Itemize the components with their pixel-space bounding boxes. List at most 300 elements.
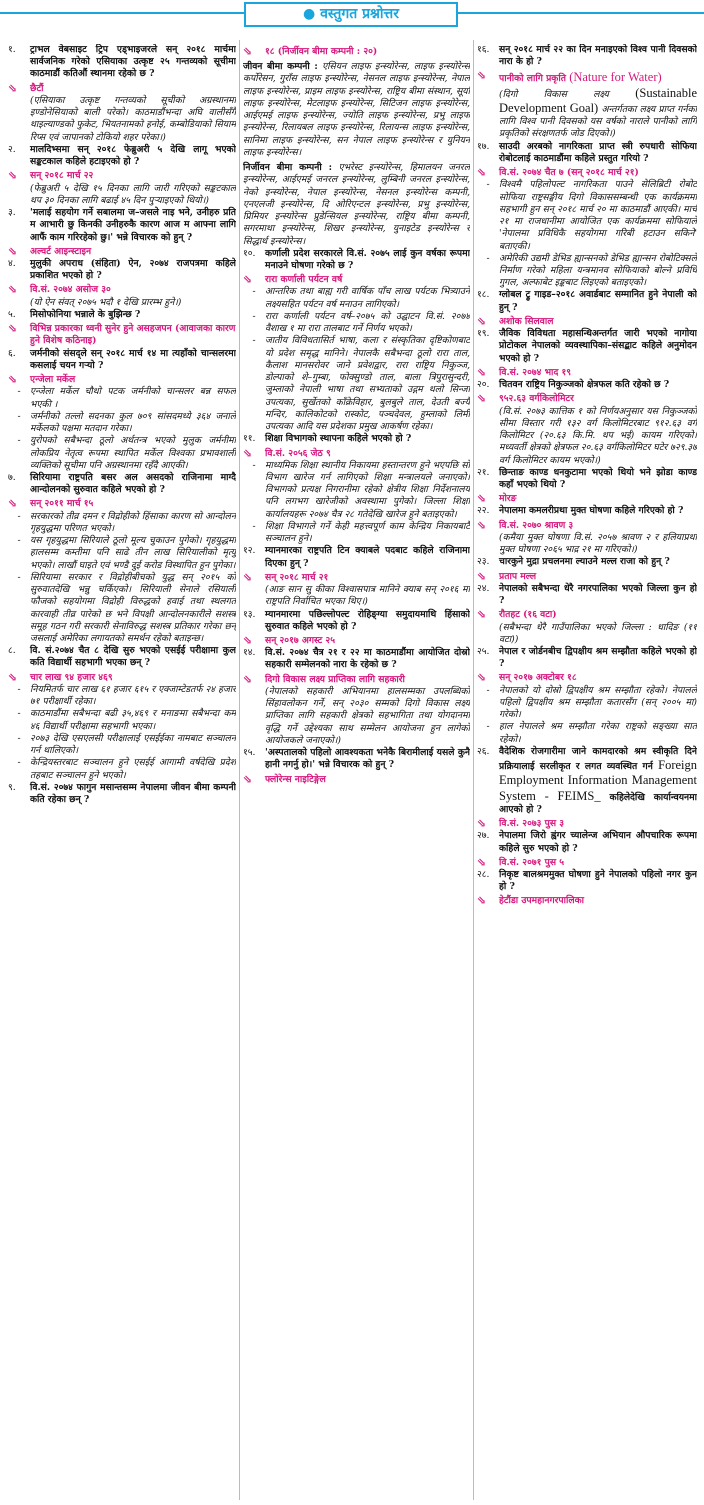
arrow-icon: ⇘ xyxy=(477,817,487,831)
question-number: २०. xyxy=(477,379,490,391)
answer-text xyxy=(265,635,470,647)
bullet-text: नेपालको यो दोस्रो द्विपक्षीय श्रम सम्झौता रहेको। नेपालले पहिलो द्विपक्षीय श्रम सम्झौता कतारसँग (सन् २००५ मा) गरेको। xyxy=(499,684,697,721)
question-number: २३. xyxy=(477,556,490,568)
answer xyxy=(243,572,470,584)
question-text xyxy=(499,289,697,313)
question xyxy=(243,433,470,445)
question xyxy=(477,646,697,670)
question xyxy=(477,289,697,313)
insurer-category: जीवन बीमा कम्पनी : xyxy=(243,61,318,73)
question-text xyxy=(499,869,697,893)
qa-item xyxy=(477,141,697,290)
bullet-text: केन्द्रियस्तरबाट सञ्चालन हुने एसईई आगामी वर्षदेखि प्रदेश तहबाट सञ्चालन हुने भएको। xyxy=(30,757,236,781)
question-number: ८. xyxy=(8,645,16,657)
bullet-dash: - xyxy=(17,708,21,720)
bullet-dash: - xyxy=(17,386,21,398)
bullet-point xyxy=(8,572,236,645)
qa-item xyxy=(243,61,470,159)
bullet-text: हाल नेपालले श्रम सम्झौता गरेका राष्ट्रको सङ्ख्या सात रहेको। xyxy=(499,721,697,745)
bullet-dash: - xyxy=(17,757,21,769)
answer-text xyxy=(499,316,697,328)
qa-item xyxy=(477,869,697,908)
question-text-part: वि.सं. २०७४ फागुन मसान्तसम्म नेपालमा जीवन बीमा कम्पनी कति रहेका छन् ? xyxy=(30,781,236,806)
question xyxy=(243,647,470,671)
answer-text xyxy=(499,493,697,505)
question-text-part: मुलुकी अपराध (संहिता) ऐन, २०७४ राजपत्रमा कहिले प्रकाशित भएको हो ? xyxy=(30,257,236,282)
answer xyxy=(8,374,236,386)
question-number: १०. xyxy=(243,247,256,259)
question-number: २८. xyxy=(477,869,490,880)
arrow-icon: ⇘ xyxy=(8,244,18,258)
question-text xyxy=(265,248,470,272)
question xyxy=(243,545,470,569)
answer-text xyxy=(499,895,697,907)
bullet-point xyxy=(8,535,236,572)
bullet-text: जर्मनीको तल्लो सदनका कुल ७०९ सांसदमध्ये ३६४ जनाले मर्केलको पक्षमा मतदान गरेका। xyxy=(30,410,236,435)
question xyxy=(477,583,697,607)
question-number: २१. xyxy=(477,466,490,478)
bullet-point xyxy=(8,733,236,757)
question-text-part: म्यानमारमा पछिल्लोपल्ट रोहिङ्ग्या समुदायमाथि हिंसाको सुरुवात कहिले भएको हो ? xyxy=(265,608,470,632)
question xyxy=(477,328,697,365)
answer-text-part: सन् २०१८ मार्च २१ xyxy=(265,571,329,583)
bullet-point xyxy=(477,179,697,252)
answer xyxy=(8,170,236,182)
answer xyxy=(243,635,470,647)
arrow-icon: ⇘ xyxy=(477,365,487,379)
question-text-part: ट्राभल वेबसाइट ट्रिप एड्भाइजरले सन् २०१८ मार्चमा सार्वजनिक गरेको एसियाका उत्कृष्ट २५ गन्तव्यको सूचीमा काठमाडौं कतिऔं स्थानमा रहेको छ ? xyxy=(30,44,236,80)
bullet-point xyxy=(8,684,236,708)
qa-item xyxy=(477,467,697,506)
answer-text-part: सन् २०१७ अगस्ट २५ xyxy=(265,635,335,647)
bullet-dash: - xyxy=(17,510,21,522)
question-text xyxy=(30,472,236,496)
bullet-dash: - xyxy=(17,435,21,447)
answer-text-part: रौतहट (१६ वटा) xyxy=(499,609,557,621)
explanation-text: (नेपालको सहकारी अभियानमा हालसम्मका उपलब्धिको सिंहावलोकन गर्ने, सन् २०३० सम्मको दिगो विकास लक्ष्य प्राप्तिका लागि सहकारी क्षेत्रको सहभागिता तथा योगदानमा वृद्धि गर्ने उद्देश्यका साथ सम्मेलन आयोजना हुन लागेको आयोजकले जनाएको।) xyxy=(265,685,470,746)
arrow-icon: ⇘ xyxy=(8,670,18,684)
bullet-text: रारा कर्णाली पर्यटन वर्ष–२०७५ को उद्घाटन वि.सं. २०७४ वैशाख १ मा रारा तालबाट गर्ने निर्णय भएको। xyxy=(265,310,470,335)
answer xyxy=(8,498,236,510)
qa-item xyxy=(477,328,697,379)
question-number: १२. xyxy=(243,545,256,557)
question-text xyxy=(499,379,697,391)
answer-text-part: वि.सं. २०७१ पुस ५ xyxy=(499,856,565,868)
qa-item xyxy=(243,162,470,248)
question-text xyxy=(265,545,470,569)
bullet-dash: - xyxy=(17,410,21,422)
answer-text-part: हेटौंडा उपमहानगरपालिका xyxy=(499,895,585,907)
answer xyxy=(243,674,470,686)
answer xyxy=(477,857,697,869)
answer-text xyxy=(499,520,697,532)
question-number: २. xyxy=(8,143,16,155)
answer-text-part: १८ (निर्जीवन बीमा कम्पनी : २०) xyxy=(265,46,378,57)
arrow-icon: ⇘ xyxy=(243,634,253,648)
answer xyxy=(477,70,697,85)
question-text xyxy=(499,583,697,607)
qa-item xyxy=(8,258,236,309)
answer-text xyxy=(265,274,470,286)
explanation-text: (कमैया मुक्त घोषणा वि.सं. २०५७ श्रावण २ र हलियाप्रथा मुक्त घोषणा २०६५ भाद्र २१ मा गरिएको।) xyxy=(499,531,697,556)
qa-item xyxy=(477,556,697,582)
question-text-part: सन् २०१८ मार्च २२ का दिन मनाइएको विश्व पानी दिवसको नारा के हो ? xyxy=(499,44,697,68)
bullet-text: काठमाडौंमा सबैभन्दा बढी ३५,४६९ र मनाङमा सबैभन्दा कम ४६ विद्यार्थी परीक्षामा सहभागी भएका। xyxy=(30,708,236,732)
answer-text xyxy=(30,83,236,95)
explanation xyxy=(8,297,236,309)
question-number: ९. xyxy=(8,781,16,793)
answer-text xyxy=(265,674,470,686)
answer-text xyxy=(30,170,236,182)
question-text-part: नेपाल र जोर्डनबीच द्विपक्षीय श्रम सम्झौता कहिले भएको हो ? xyxy=(499,646,697,670)
answer-text-part: फ्लोरेन्स नाइटिङ्गेल xyxy=(265,773,326,785)
bullet-text: जातीय विविधतासिर्त भाषा, कला र संस्कृतिका दृष्टिकोणबाट यो प्रदेश समृद्ध मानिने। नेपालकै सबैभन्दा ठूलो रारा ताल, कैलाश मानसरोवर जाने प्रवेशद्वार, रारा राष्ट्रिय निकुञ्ज, डोल्पाको शे–गुम्बा, फोक्सुण्डो ताल, बाला त्रिपुरासुन्दरी, जुम्लाको नेपाली भाषा तथा सभ्यताको उद्गम थलो सिन्जा उपत्यका, सुर्खेतको काँक्रेविहार, बुलबुले ताल, देउती बज्यै मन्दिर, कालिकोटको रास्कोट, पञ्चदेवल, हुम्लाको लिमी उपत्यका आदि यस प्रदेशका प्रमुख आकर्षण रहेका। xyxy=(265,335,470,433)
qa-item xyxy=(8,144,236,207)
question-number: २६. xyxy=(477,745,490,757)
qa-item xyxy=(243,747,470,786)
question xyxy=(477,141,697,165)
question-number: १७. xyxy=(477,140,490,152)
answer-text-part: रारा कर्णाली पर्यटन वर्ष xyxy=(265,274,343,286)
answer-text-part: सन् २०१७ अक्टोबर १८ xyxy=(499,672,577,684)
qa-item xyxy=(243,545,470,608)
question-number: ३. xyxy=(8,207,16,219)
question-text xyxy=(30,782,236,806)
bullet-text: माध्यमिक शिक्षा स्थानीय निकायमा हस्तान्तरण हुने भएपछि सो विभाग खारेज गर्न लागिएको शिक्षा मन्त्रालयले जनाएको। विभागको प्रत्यक्ष निगरानीमा रहेको क्षेत्रीय शिक्षा निर्देशनालय पनि लगभग खारेजीको अवस्थामा पुगेको। जिल्ला शिक्षा कार्यालयहरू २०७४ चैत्र २८ गतेदेखि खारेज हुने बताइएको। xyxy=(265,459,470,520)
question-text xyxy=(499,44,697,68)
bullet-dash: - xyxy=(486,684,490,696)
qa-item xyxy=(8,348,236,472)
arrow-icon: ⇘ xyxy=(477,671,487,685)
question xyxy=(8,207,236,244)
question-text-part: 'मलाई सहयोग गर्ने सबालमा ज–जसले नाइ भने, उनीहरु प्रति म आभारी छु किनकी उनीहरुकै कारण आज म आफ्ना लागि आफैं काम गरिरहेको छु।' भन्ने विचारक को हुन् ? xyxy=(30,207,236,243)
answer xyxy=(8,83,236,95)
question-text xyxy=(499,646,697,670)
answer-text xyxy=(499,818,697,830)
arrow-icon: ⇘ xyxy=(243,672,253,686)
arrow-icon: ⇘ xyxy=(477,69,487,83)
answer-text-part: ९५२.६३ वर्गकिलोमिटर xyxy=(499,393,574,405)
bullet-dash: - xyxy=(486,252,490,264)
insurer-category: निर्जीवन बीमा कम्पनी : xyxy=(243,162,332,174)
question xyxy=(243,609,470,633)
bullet-text: २०७३ देखि एसएलसी परीक्षालाई एसईईका नामबाट सञ्चालन गर्न थालिएको। xyxy=(30,732,236,757)
question-number: २५. xyxy=(477,646,490,658)
explanation-text: (वि.सं. २०७३ कात्तिक १ को निर्णयअनुसार यस निकुञ्जको सीमा विस्तार गरी १३२ वर्ग किलोमिटरबाट ९१२.६३ वर्ग किलोमिटर (२०.६३ कि.मि. थप भई) कायम गरिएको। मध्यवर्ती क्षेत्रको क्षेत्रफल २०.६३ वर्गकिलोमिटर घटेर ७२९.३७ वर्ग किलोमिटर कायम भएको।) xyxy=(499,405,697,466)
answer-text-part: पानीको लागि प्रकृति xyxy=(499,73,566,85)
question-number: ४. xyxy=(8,257,16,269)
arrow-icon: ⇘ xyxy=(243,446,253,460)
qa-item xyxy=(243,46,470,58)
question-text-part: साउदी अरबको नागरिकता प्राप्त स्त्री रुपधारी सोफिया रोबोटलाई काठमाडौंमा कहिले प्रस्तुत गरियो ? xyxy=(499,140,697,164)
arrow-icon: ⇘ xyxy=(243,45,253,58)
question-text-part: ग्लोबल ट्रु गाइड–२०१८ अवार्डबाट सम्मानित हुने नेपाली को हुन् ? xyxy=(499,289,697,313)
explanation-text: अन्तर्गतका लक्ष्य प्राप्त गर्नका लागि विश्व पानी दिवसको यस वर्षको नाराले पानीको लागि प्रकृतिको संरक्षणतर्फ जोड दिएको।) xyxy=(499,103,697,140)
qa-item xyxy=(477,583,697,646)
question-text-part: कर्णाली प्रदेश सरकारले वि.सं. २०७५ लाई कुन वर्षका रूपमा मनाउने घोषणा गरेको छ ? xyxy=(265,247,470,271)
answer xyxy=(8,672,236,684)
question-text-part: चितवन राष्ट्रिय निकुञ्जको क्षेत्रफल कति रहेको छ ? xyxy=(499,379,670,391)
question-number: १६. xyxy=(477,44,490,55)
bullet-text: यस गृहयुद्धमा सिरियाले ठूलो मूल्य चुकाउन पुगेको। गृहयुद्धमा हालसम्म कम्तीमा पनि साढे तीन लाख सिरियालीको मृत्यु भएको। लाखौं घाइते एवं भण्डै दुई करोड विस्थापित हुन पुगेका। xyxy=(30,535,236,571)
question-number: १८. xyxy=(477,289,490,301)
question xyxy=(243,248,470,272)
bullet-point xyxy=(8,435,236,472)
question-text-part: वैदेशिक रोजगारीमा जाने कामदारको श्रम स्वीकृति दिने प्रक्रियालाई सरलीकृत र लगत व्यवस्थित गर्न xyxy=(499,745,697,773)
question-text-part: निकृष्ट बालश्रममुक्त घोषणा हुने नेपालको पहिलो नगर कुन हो ? xyxy=(499,869,697,893)
qa-item xyxy=(243,647,470,747)
arrow-icon: ⇘ xyxy=(8,373,18,387)
arrow-icon: ⇘ xyxy=(8,497,18,511)
arrow-icon: ⇘ xyxy=(477,569,487,583)
column-divider xyxy=(473,40,474,1500)
explanation-text: (एसियाका उत्कृष्ट गन्तव्यको सूचीको अग्रस्थानमा इण्डोनेसियाको बाली परेको। काठमाडौंभन्दा अघि वालीसँगै थाइल्याण्डको फुकेट, भियतनामको हनोई, कम्बोडियाको सियाम रिप्स एवं जापानको टोकियो शहर परेका।) xyxy=(30,94,236,143)
arrow-icon: ⇘ xyxy=(243,570,253,584)
answer-text xyxy=(499,70,697,85)
question-text-part: सिरियामा राष्ट्रपति बसर अल असदको राजिनामा माग्दै आन्दोलनको सुरुवात कहिले भएको हो ? xyxy=(30,471,236,496)
arrow-icon: ⇘ xyxy=(477,314,487,328)
explanation xyxy=(477,532,697,556)
arrow-icon: ⇘ xyxy=(477,608,487,622)
answer-text-part: छैटौं xyxy=(30,82,44,94)
question xyxy=(477,830,697,854)
question-text xyxy=(30,44,236,81)
answer xyxy=(8,246,236,258)
bullet-text: आन्तरिक तथा बाह्य गरी वार्षिक पाँच लाख पर्यटक भित्र्याउने लक्ष्यसहित पर्यटन वर्ष मनाउन लागिएको। xyxy=(265,286,470,310)
question-number: ७. xyxy=(8,471,16,483)
bullet-point xyxy=(477,685,697,722)
question xyxy=(8,782,236,806)
arrow-icon: ⇘ xyxy=(477,392,487,406)
answer-text xyxy=(30,498,236,510)
bullet-dash: - xyxy=(486,179,490,191)
question-text-part: मालदिभ्समा सन् २०१८ फेब्रुअरी ५ देखि लागू भएको सङ्कटकाल कहिले हटाइएको हो ? xyxy=(30,143,236,168)
answer-text xyxy=(30,284,236,296)
answer-text-part: वि.सं. २०७० श्रावण ३ xyxy=(499,519,574,531)
bullet-text: सिरियामा सरकार र विद्रोहीबीचको युद्ध सन् २०१५ को सुरुवातदेखि भन्नु चर्किएको। सिरियाली सेनाले रसियाली फौजको सहयोगमा विद्रोही विरुद्धको हवाई तथा स्थलगत कारवाही तीव्र पारेको छ भने विपक्षी आन्दोलनकारीले सशस्त्र समूह गठन गरी सरकारी सेनाविरुद्ध सशस्त्र प्रतिकार गरेका छन् जसलाई अमेरिका लगायतको समर्थन रहेको बताइन्छ। xyxy=(30,571,236,645)
answer xyxy=(8,284,236,296)
page-title: ● वस्तुगत प्रश्नोत्तर xyxy=(244,2,458,27)
arrow-icon: ⇘ xyxy=(477,894,487,908)
qa-item xyxy=(477,44,697,141)
answer xyxy=(477,818,697,830)
column-2 xyxy=(243,44,470,1499)
arrow-icon: ⇘ xyxy=(8,322,18,336)
answer xyxy=(8,323,236,347)
bullet-point xyxy=(243,286,470,310)
question-text-end: कहिलेदेखि कार्यान्वयनमा आएको हो ? xyxy=(499,791,697,815)
arrow-icon: ⇘ xyxy=(477,492,487,506)
answer-english: (Nature for Water) xyxy=(569,70,662,85)
qa-item xyxy=(243,433,470,545)
answer-text xyxy=(30,374,236,386)
arrow-icon: ⇘ xyxy=(477,855,487,869)
question xyxy=(8,472,236,496)
question xyxy=(477,467,697,491)
explanation xyxy=(243,584,470,608)
answer xyxy=(477,672,697,684)
insurer-list xyxy=(243,162,470,248)
arrow-icon: ⇘ xyxy=(8,169,18,183)
answer-text-part: मोरङ xyxy=(499,493,517,505)
qa-item xyxy=(8,207,236,258)
qa-item xyxy=(8,44,236,144)
question-text-part: म्यानमारका राष्ट्रपति टिन क्याबले पदबाट कहिले राजिनामा दिएका हुन् ? xyxy=(265,545,470,569)
bullet-point xyxy=(243,335,470,433)
answer-text-part: वि.सं. २०७४ भाद १९ xyxy=(499,366,572,378)
answer-text xyxy=(265,774,470,786)
bullet-point xyxy=(8,757,236,781)
question xyxy=(8,44,236,81)
answer-text xyxy=(30,246,236,258)
qa-item xyxy=(243,248,470,434)
bullet-point xyxy=(477,721,697,745)
question xyxy=(477,505,697,517)
answer xyxy=(477,520,697,532)
explanation-text: (यो ऐन संवत् २०७५ भदौ १ देखि प्रारम्भ हुने।) xyxy=(30,296,182,308)
bullet-point xyxy=(8,411,236,435)
question xyxy=(8,309,236,321)
question-number: ५. xyxy=(8,308,16,320)
answer xyxy=(477,367,697,379)
question xyxy=(8,645,236,669)
question-text xyxy=(499,328,697,365)
answer-text xyxy=(265,448,470,460)
question xyxy=(8,144,236,168)
qa-item xyxy=(477,505,697,556)
question xyxy=(477,44,697,68)
qa-item xyxy=(243,609,470,648)
arrow-icon: ⇘ xyxy=(243,772,253,786)
qa-item xyxy=(477,646,697,746)
arrow-icon: ⇘ xyxy=(477,166,487,180)
question-number: १५. xyxy=(243,747,256,759)
answer xyxy=(477,393,697,405)
question xyxy=(8,348,236,372)
bullet-text: शिक्षा विभागले गर्ने केही महत्त्वपूर्ण काम केन्द्रिय निकायबाटै सञ्चालन हुने। xyxy=(265,520,470,545)
question-text xyxy=(30,309,236,321)
question xyxy=(477,746,697,816)
bullet-point xyxy=(8,708,236,732)
bullet-dash: - xyxy=(252,459,256,471)
column-3 xyxy=(477,44,697,1499)
answer-text xyxy=(30,323,236,347)
explanation xyxy=(8,95,236,144)
question-number: ६. xyxy=(8,347,16,359)
arrow-icon: ⇘ xyxy=(8,283,18,297)
question-text xyxy=(30,144,236,168)
answer xyxy=(243,774,470,786)
bullet-dash: - xyxy=(17,535,21,547)
bullet-point xyxy=(243,311,470,335)
answer xyxy=(477,316,697,328)
answer-text-part: सन् २०११ मार्च १५ xyxy=(30,498,94,510)
answer-text-part: अशोक सिलवाल xyxy=(499,315,554,327)
question xyxy=(477,556,697,568)
bullet-text: एन्जेला मर्केल चौथो पटक जर्मनीको चान्सलर बन्न सफल भएकी । xyxy=(30,386,236,410)
question-text-part: छिन्ताङ काण्ड धनकुटामा भएको थियो भने झोडा काण्ड कहाँ भएको थियो ? xyxy=(499,466,697,490)
question-text xyxy=(499,505,697,517)
answer-text xyxy=(499,609,697,621)
answer xyxy=(243,448,470,460)
question-number: २२. xyxy=(477,505,490,517)
question xyxy=(477,379,697,391)
bullet-dash: - xyxy=(252,520,256,532)
question-text-part: वि. सं.२०७४ चैत ८ देखि सुरु भएको एसईई परीक्षामा कुल कति विद्यार्थी सहभागी भएका छन् ? xyxy=(30,645,236,669)
explanation-english: (Sustainable Development Goal) xyxy=(499,85,697,115)
qa-item xyxy=(477,830,697,869)
column-1 xyxy=(8,44,236,1499)
question-text-part: नेपालमा कमलरीप्रथा मुक्त घोषणा कहिले गरिएको हो ? xyxy=(499,505,684,517)
question-text-part: जर्मनीको संसद्ले सन् २०१८ मार्च १४ मा त्यहाँको चान्सलरमा कसलाई चयन गऱ्यो ? xyxy=(30,347,236,371)
answer-text-part: अल्वर्ट आइन्स्टाइन xyxy=(30,245,92,257)
explanation xyxy=(243,686,470,747)
question-text xyxy=(499,830,697,854)
answer-text-part: वि.सं. २०७४ असोज ३० xyxy=(30,284,111,296)
insurer-names: एभरेस्ट इन्स्योरेन्स, हिमालयन जनरल इन्स्योरेन्स, आईएमई जनरल इन्स्योरेन्स, लुम्बिनी जनरल इन्स्योरेन्स, नेको इन्स्योरेन्स, नेपाल इन्स्योरेन्स, नेसनल इन्स्योरेन्स कम्पनी, एनएलजी इन्स्योरेन्स, दि ओरिएन्टल इन्स्योरेन्स, प्रभु इन्स्योरेन्स, प्रिमियर इन्स्योरेन्स प्रुडेन्सियल इन्स्योरेन्स, राष्ट्रिय बीमा कम्पनी, सगरमाथा इन्स्योरेन्स, शिखर इन्स्योरेन्स, युनाइटेड इन्स्योरेन्स र सिद्धार्थ इन्स्योरेन्स। xyxy=(243,162,470,247)
bullet-text: विश्वमै पहिलोपल्ट नागरिकता पाउने सेलिब्रिटी रोबोट सोफिया राष्ट्रसङ्घीय दिगो विकाससम्बन्धी एक कार्यक्रममा सहभागी हुन सन् २०१८ मार्च २० मा काठमाडौं आएकी। मार्च २१ मा राजधानीमा आयोजित एक कार्यक्रममा सोफियाले 'नेपालमा प्रविधिकै सहयोगमा गरिबी हटाउन सकिने' बताएकी। xyxy=(499,179,697,252)
explanation xyxy=(477,86,697,141)
bullet-point xyxy=(243,521,470,545)
answer-text-part: विभिन्न प्रकारका ध्वनी सुनेर हुने असहजपन (आवाजका कारण हुने विशेष कठिनाइ) xyxy=(30,323,236,347)
bullet-text: नियमितर्फ चार लाख ६१ हजार ६१५ र एक्जाम्टेडतर्फ २४ हजार ७१ परीक्षार्थी रहेका। xyxy=(30,683,236,708)
explanation-text: (फेब्रुअरी ५ देखि १५ दिनका लागि जारी गरिएको सङ्कटकाल थप ३० दिनका लागि बढाई ४५ दिन पुऱ्याइएको थियो।) xyxy=(30,182,236,206)
question-text xyxy=(499,467,697,491)
answer xyxy=(477,895,697,907)
question-english: Foreign Employment Information Management System - FEIMS_ xyxy=(499,758,697,803)
qa-item xyxy=(477,746,697,830)
bullet-point xyxy=(8,386,236,410)
answer-text-part: चार लाख ९४ हजार ४६९ xyxy=(30,671,113,683)
explanation-pre: (दिगो विकास लक्ष्य xyxy=(499,88,609,100)
answer-text-part: सन् २०१८ मार्च २२ xyxy=(30,170,94,182)
question-number: ११. xyxy=(243,433,256,445)
answer-text xyxy=(499,857,697,869)
bullet-dash: - xyxy=(252,335,256,347)
arrow-icon: ⇘ xyxy=(243,273,253,287)
answer-text-part: प्रताप मल्ल xyxy=(499,570,537,582)
question-text-part: वि.सं. २०७४ चैत्र २१ र २२ मा काठमाडौंमा आयोजित दोस्रो सहकारी सम्मेलनको नारा के रहेको छ ? xyxy=(265,647,470,671)
answer-text xyxy=(499,393,697,405)
qa-item xyxy=(8,782,236,806)
qa-item xyxy=(8,472,236,645)
answer-text xyxy=(265,46,470,58)
question-text xyxy=(30,348,236,372)
arrow-icon: ⇘ xyxy=(8,81,18,95)
explanation-text: (सबैभन्दा धेरै गाउँपालिका भएको जिल्ला : धादिङ (११ वटा)) xyxy=(499,621,697,645)
bullet-point xyxy=(243,460,470,521)
bullet-dash: - xyxy=(17,571,21,583)
answer-text-part: वि.सं. २०७३ पुस ३ xyxy=(499,818,565,830)
explanation xyxy=(8,183,236,207)
question-text-part: शिक्षा विभागको स्थापना कहिले भएको हो ? xyxy=(265,433,412,445)
bullet-dash: - xyxy=(17,732,21,744)
question-number: २७. xyxy=(477,830,490,842)
qa-item xyxy=(8,645,236,782)
column-divider xyxy=(239,40,240,1500)
question xyxy=(8,258,236,282)
question-text xyxy=(30,258,236,282)
question-text-part: नेपालमा जिरो ह्वंगर च्यालेन्ज अभियान औपचारिक रूपमा कहिले सुरु भएको हो ? xyxy=(499,830,697,854)
question-text xyxy=(499,556,697,568)
question-text xyxy=(30,645,236,669)
question-text xyxy=(30,207,236,244)
question-number: १३. xyxy=(243,608,256,620)
question-number: १४. xyxy=(243,647,256,659)
question-text-part: जैविक विविधता महासन्धिअन्तर्गत जारी भएको नागोया प्रोटोकल नेपालको व्यवस्थापिका–संसद्बाट कहिले अनुमोदन भएको हो ? xyxy=(499,328,697,364)
question-text-part: 'अस्पतालको पहिलो आवश्यकता भनेकै बिरामीलाई यसले कुनै हानी नगर्नु हो।' भन्ने विचारक को हुन् ? xyxy=(265,747,470,771)
answer xyxy=(477,493,697,505)
